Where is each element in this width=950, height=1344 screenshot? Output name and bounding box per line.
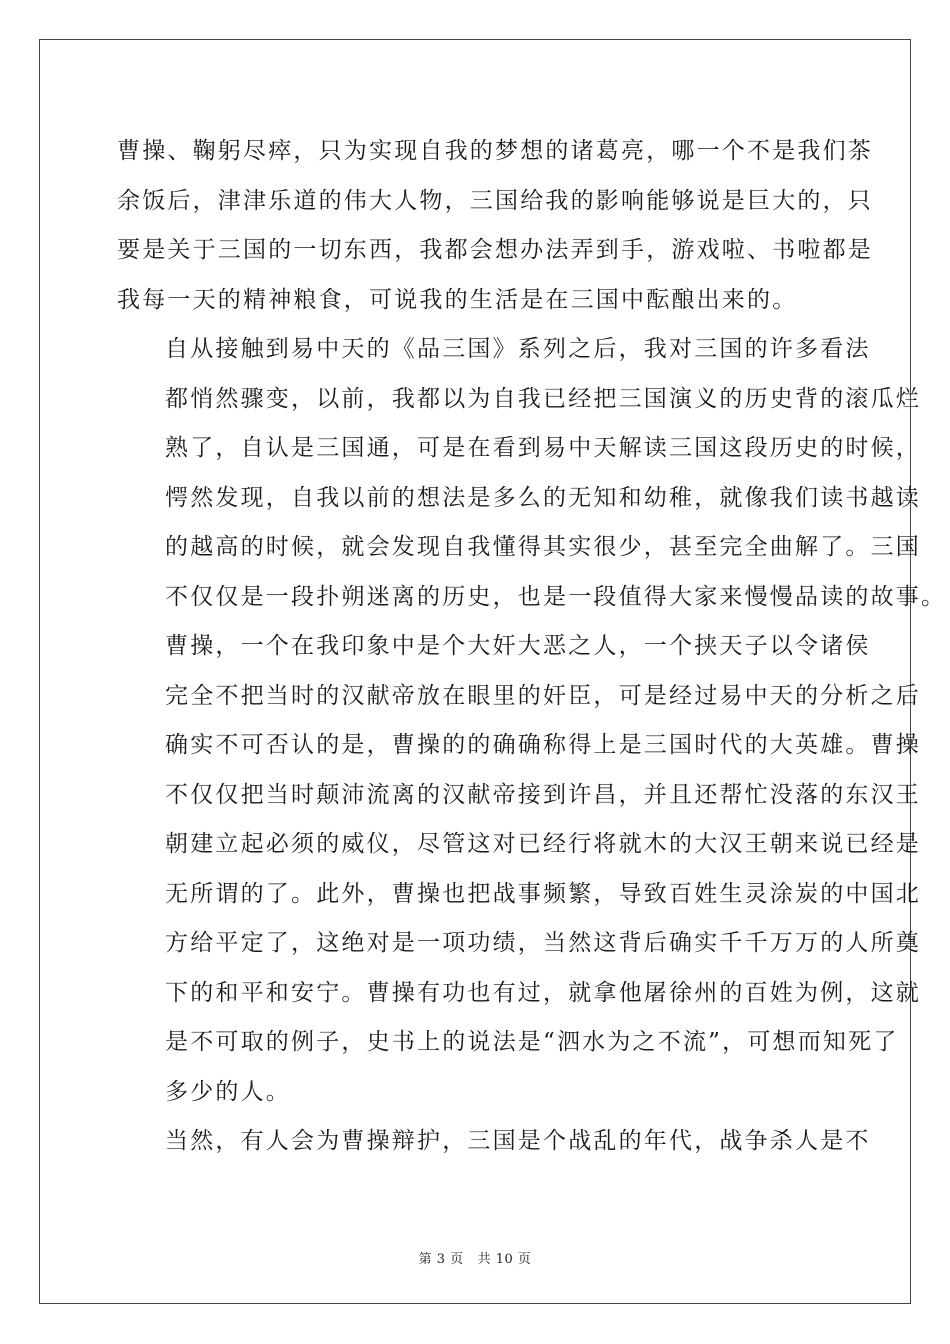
- paragraph-1: [117, 127, 873, 325]
- paragraph-2: [117, 325, 947, 622]
- text-line: 下的和平和安宁。曹操有功也有过，就拿他屠徐州的百姓为例，这就: [165, 979, 921, 1006]
- text-line: 愕然发现，自我以前的想法是多么的无知和幼稚，就像我们读书越读: [165, 484, 921, 511]
- text-line: 都悄然骤变，以前，我都以为自我已经把三国演义的历史背的滚瓜烂: [165, 385, 921, 412]
- text-line: 完全不把当时的汉献帝放在眼里的奸臣，可是经过易中天的分析之后: [165, 682, 921, 709]
- text-line: 确实不可否认的是，曹操的的确确称得上是三国时代的大英雄。曹操: [165, 732, 921, 758]
- text-line: 朝建立起必须的威仪，尽管这对已经行将就木的大汉王朝来说已经是: [165, 831, 921, 857]
- text-line: 自从接触到易中天的《品三国》系列之后，我对三国的许多看法: [165, 336, 871, 362]
- text-line: 熟了，自认是三国通，可是在看到易中天解读三国这段历史的时候，: [165, 435, 921, 461]
- text-line: 无所谓的了。此外，曹操也把战事频繁，导致百姓生灵涂炭的中国北: [165, 880, 921, 907]
- page-total: 共 10 页: [477, 1252, 532, 1267]
- text-line: 不仅仅是一段扑朔迷离的历史，也是一段值得大家来慢慢品读的故事。: [165, 583, 947, 610]
- text-line: 当然，有人会为曹操辩护，三国是个战乱的年代，战争杀人是不: [165, 1128, 871, 1154]
- paragraph-4: [117, 1117, 871, 1167]
- document-body: [117, 127, 947, 1167]
- text-line: 方给平定了，这绝对是一项功绩，当然这背后确实千千万万的人所奠: [165, 930, 921, 956]
- text-line: 是不可取的例子，史书上的说法是“泗水为之不流”，可想而知死了: [165, 1029, 899, 1055]
- text-line: 我每一天的精神粮食，可说我的生活是在三国中酝酿出来的。: [117, 286, 798, 313]
- text-line: 多少的人。: [165, 1078, 291, 1105]
- page-number: 第 3 页: [418, 1252, 464, 1267]
- text-line: 曹操，一个在我印象中是个大奸大恶之人，一个挟天子以令诸侯: [165, 633, 871, 659]
- page-footer: [0, 1248, 950, 1267]
- text-line: 曹操、鞠躬尽瘁，只为实现自我的梦想的诸葛亮，哪一个不是我们茶: [117, 138, 873, 164]
- text-line: 的越高的时候，就会发现自我懂得其实很少，甚至完全曲解了。三国: [165, 534, 921, 560]
- text-line: 不仅仅把当时颠沛流离的汉献帝接到许昌，并且还帮忙没落的东汉王: [165, 781, 921, 808]
- text-line: 余饭后，津津乐道的伟大人物，三国给我的影响能够说是巨大的，只: [117, 187, 873, 214]
- text-line: 要是关于三国的一切东西，我都会想办法弄到手，游戏啦、书啦都是: [117, 237, 873, 263]
- paragraph-3: [117, 622, 921, 1117]
